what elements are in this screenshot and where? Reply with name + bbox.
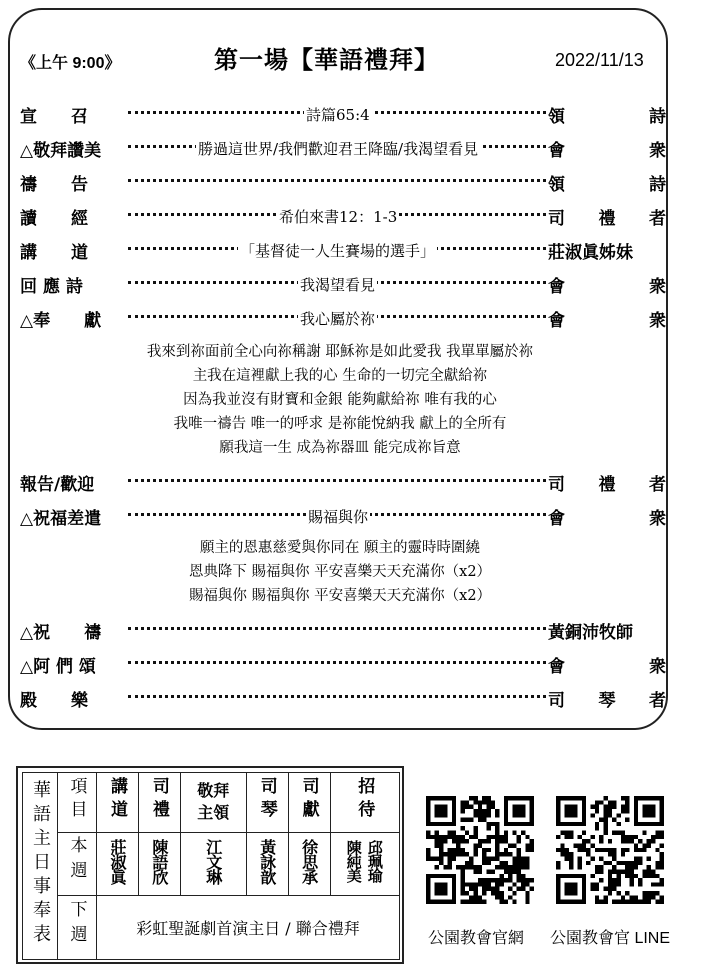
service-item-content: 勝過這世界/我們歡迎君王降臨/我渴望看見: [198, 140, 479, 158]
lyric-line: 願我這一生 成為祢器皿 能完成祢旨意: [219, 440, 461, 456]
service-item-name: 殿 樂: [20, 691, 88, 711]
leader-text: 會: [548, 657, 565, 677]
service-item-leader: [548, 136, 666, 161]
lyric-line: 願主的恩惠慈愛與你同在 願主的靈時時圍繞: [199, 540, 481, 556]
service-item-leader: [548, 102, 666, 127]
this-week-cell-2: 江文琳: [180, 832, 246, 896]
this-week-cell-4: 徐思承: [288, 832, 330, 896]
header-cell-2: 敬拜主領: [180, 773, 246, 833]
service-date: 2022/11/13: [555, 50, 644, 70]
service-item-leader: [548, 618, 666, 643]
service-item-name: 宣 召: [20, 107, 88, 127]
leader-text: 會: [548, 509, 565, 529]
leader-text: 領: [548, 107, 565, 127]
website-qr-caption: 公園教會官網: [428, 930, 525, 947]
this-week-cell-0: 莊淑眞: [97, 832, 139, 896]
leader-text: 會: [548, 311, 565, 331]
lyric-line: 因為我並沒有財寶和金銀 能夠獻給祢 唯有我的心: [183, 392, 497, 408]
lyric-line: 我來到祢面前全心向祢稱謝 耶穌祢是如此愛我 我單單屬於祢: [146, 344, 534, 360]
leader-text: 詩: [649, 175, 666, 195]
service-item-name: 禱 告: [20, 175, 88, 195]
service-item-leader: [548, 306, 666, 331]
dot-leader: [128, 179, 546, 182]
leader-text: 領: [548, 175, 565, 195]
service-item-row: [20, 614, 666, 644]
leader-text: 司: [548, 209, 565, 229]
lyric-line: 我唯一禱告 唯一的呼求 是祢能悅納我 獻上的全所有: [173, 416, 507, 432]
dot-leader: [128, 627, 546, 630]
service-item-content: 詩篇65:4: [306, 106, 370, 124]
service-item-content: 賜福與你: [308, 508, 369, 526]
leader-text: 會: [548, 141, 565, 161]
service-item-leader: [548, 272, 666, 297]
line-qr-code[interactable]: [556, 796, 664, 904]
leader-text: 司: [548, 691, 565, 711]
leader-text: 衆: [649, 141, 666, 161]
leader-text: 衆: [649, 509, 666, 529]
service-item-row: [20, 302, 666, 332]
service-item-leader: [548, 652, 666, 677]
this-week-label: 本週: [58, 832, 97, 896]
dot-leader: [128, 695, 546, 698]
leader-text: 衆: [649, 657, 666, 677]
header-cell-5: 招待: [330, 773, 399, 833]
page-title: 第一場【華語禮拜】: [214, 45, 439, 74]
leader-text: 會: [548, 277, 565, 297]
next-week-label: 下週: [58, 896, 97, 960]
line-qr-caption: 公園教會官 LINE: [550, 930, 671, 947]
leader-text: 禮: [598, 209, 616, 229]
service-item-row: [20, 682, 666, 712]
lyric-line: 賜福與你 賜福與你 平安喜樂天天充滿你（x2）: [188, 588, 492, 604]
service-item-name: 讀 經: [20, 209, 88, 229]
leader-text: 衆: [649, 277, 666, 297]
service-item-leader: [548, 686, 666, 711]
dot-leader: [128, 661, 546, 664]
service-time: 《上午 9:00》: [20, 55, 121, 72]
leader-text: 者: [649, 691, 666, 711]
service-item-row: [20, 268, 666, 298]
service-item-row: [20, 500, 666, 530]
lyric-line: 主我在這裡獻上我的心 生命的一切完全獻給祢: [192, 368, 488, 384]
leader-text: 者: [649, 209, 666, 229]
leader-text: 者: [649, 475, 666, 495]
service-item-name: △祝 禱: [20, 623, 102, 643]
this-week-cell-3: 黃詠歆: [246, 832, 288, 896]
header-cell-0: 講道: [97, 773, 139, 833]
service-item-name: 講 道: [20, 243, 88, 263]
service-item-row: [20, 200, 666, 230]
service-item-content: 「基督徒一人生賽場的選手」: [240, 242, 436, 260]
service-item-leader: [548, 238, 666, 263]
service-item-row: [20, 648, 666, 678]
leader-text: 司: [548, 475, 565, 495]
this-week-cell-5: 邱珮瑜 陳純美: [330, 832, 399, 896]
dot-leader: [128, 479, 546, 482]
item-header: 項目: [58, 773, 97, 833]
leader-text: 詩: [649, 107, 666, 127]
service-schedule-table: [16, 766, 404, 964]
website-qr-code[interactable]: [426, 796, 534, 904]
service-item-row: [20, 132, 666, 162]
leader-text: 衆: [649, 311, 666, 331]
header-cell-4: 司獻: [288, 773, 330, 833]
header-cell-1: 司禮: [138, 773, 180, 833]
lyric-line: 恩典降下 賜福與你 平安喜樂天天充滿你（x2）: [188, 564, 492, 580]
schedule-side-title: 華語主日事奉表: [23, 773, 58, 960]
service-item-name: △阿 們 頌: [20, 657, 96, 677]
service-item-name: 報告/歡迎: [20, 475, 95, 495]
service-item-name: 回 應 詩: [20, 277, 83, 297]
service-item-name: △奉 獻: [20, 311, 102, 331]
service-item-row: [20, 166, 666, 196]
leader-text: 琴: [598, 691, 616, 711]
service-item-leader: [548, 470, 666, 495]
this-week-cell-1: 陳語欣: [138, 832, 180, 896]
service-item-leader: [548, 504, 666, 529]
service-item-name: △祝福差遣: [20, 509, 102, 529]
service-item-row: [20, 466, 666, 496]
leader-text: 莊淑眞姊妹: [548, 243, 633, 263]
service-item-leader: [548, 170, 666, 195]
service-item-name: △敬拜讚美: [20, 141, 102, 161]
next-week-note: 彩虹聖誕劇首演主日 / 聯合禮拜: [97, 896, 400, 960]
service-item-leader: [548, 204, 666, 229]
service-item-content: 希伯來書12：1-3: [279, 208, 398, 226]
service-item-row: [20, 98, 666, 128]
leader-text: 黃銅沛牧師: [548, 623, 633, 643]
service-item-row: [20, 234, 666, 264]
service-item-content: 我渴望看見: [300, 276, 376, 294]
service-item-content: 我心屬於祢: [300, 310, 376, 328]
header-cell-3: 司琴: [246, 773, 288, 833]
leader-text: 禮: [598, 475, 616, 495]
